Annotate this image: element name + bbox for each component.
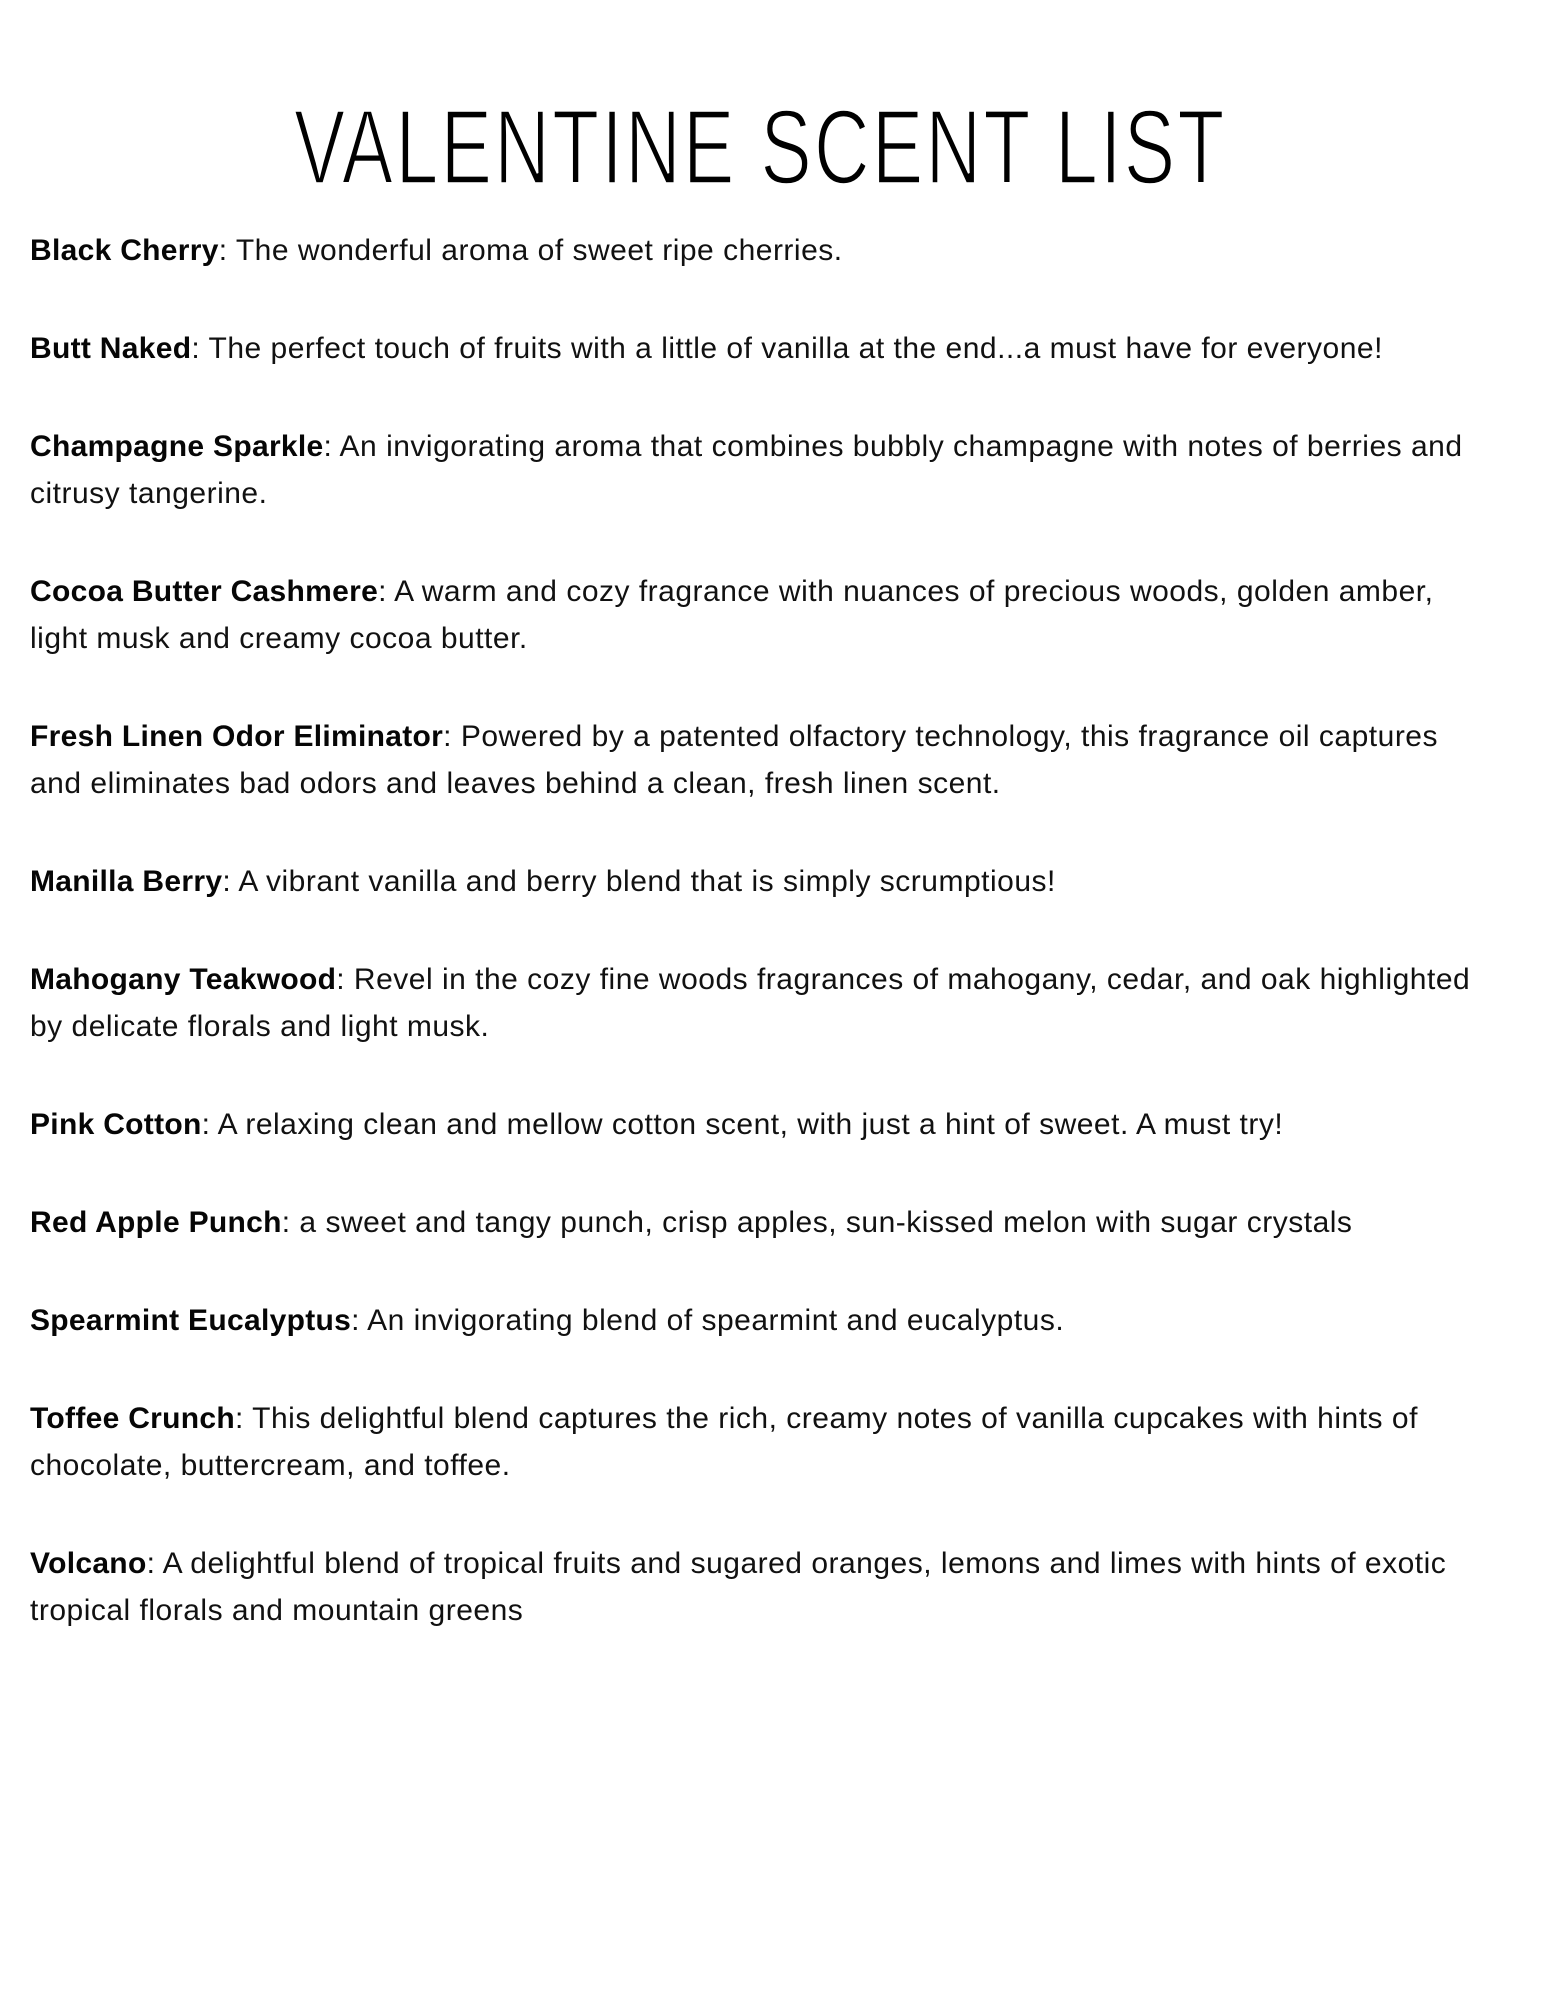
scent-item-black-cherry (30, 227, 1490, 274)
scent-item-fresh-linen-odor-eliminator (30, 713, 1490, 807)
scent-item-mahogany-teakwood (30, 956, 1490, 1050)
scent-name: Toffee Crunch (30, 1402, 236, 1435)
scent-name: Volcano (30, 1547, 147, 1580)
scent-description: A relaxing clean and mellow cotton scent, with just a hint of sweet. A must try! (217, 1108, 1284, 1141)
scent-item-manilla-berry (30, 858, 1490, 905)
scent-name: Cocoa Butter Cashmere (30, 575, 379, 608)
name-separator: : (443, 720, 461, 753)
scent-name: Butt Naked (30, 332, 192, 365)
page-title (30, 83, 1490, 213)
scent-name: Spearmint Eucalyptus (30, 1304, 352, 1337)
scent-item-pink-cotton (30, 1101, 1490, 1148)
scent-description: A delightful blend of tropical fruits and sugared oranges, lemons and limes with hints of exotic tropical florals and mountain greens (30, 1547, 1447, 1627)
name-separator: : (201, 1108, 218, 1141)
page-title-text: VALENTINE SCENT LIST (293, 88, 1227, 208)
scent-name: Mahogany Teakwood (30, 963, 337, 996)
scent-description: A warm and cozy fragrance with nuances of precious woods, golden amber, light musk and creamy cocoa butter. (30, 575, 1434, 655)
name-separator: : (378, 575, 395, 608)
scent-item-champagne-sparkle (30, 423, 1490, 517)
scent-description: The wonderful aroma of sweet ripe cherries. (235, 234, 843, 267)
scent-name: Black Cherry (30, 234, 219, 267)
scent-item-toffee-crunch (30, 1395, 1490, 1489)
name-separator: : (323, 430, 340, 463)
scent-item-cocoa-butter-cashmere (30, 568, 1490, 662)
scent-description: a sweet and tangy punch, crisp apples, sun-kissed melon with sugar crystals (299, 1206, 1353, 1239)
scent-description: Powered by a patented olfactory technology, this fragrance oil captures and eliminates bad odors and leaves behind a clean, fresh linen scent. (30, 720, 1438, 800)
scent-description: This delightful blend captures the rich, creamy notes of vanilla cupcakes with hints of chocolate, buttercream, and toffee. (30, 1402, 1418, 1482)
scent-description: Revel in the cozy fine woods fragrances of mahogany, cedar, and oak highlighted by delicate florals and light musk. (30, 963, 1471, 1043)
name-separator: : (351, 1304, 368, 1337)
scent-item-red-apple-punch (30, 1199, 1490, 1246)
name-separator: : (235, 1402, 253, 1435)
name-separator: : (222, 865, 239, 898)
scent-name: Champagne Sparkle (30, 430, 324, 463)
name-separator: : (191, 332, 209, 365)
scent-item-butt-naked (30, 325, 1490, 372)
scent-description: A vibrant vanilla and berry blend that is simply scrumptious! (238, 865, 1056, 898)
scent-list (30, 227, 1490, 1634)
name-separator: : (336, 963, 354, 996)
scent-name: Manilla Berry (30, 865, 223, 898)
name-separator: : (281, 1206, 300, 1239)
scent-description: The perfect touch of fruits with a little of vanilla at the end...a must have for everyone! (208, 332, 1383, 365)
scent-item-spearmint-eucalyptus (30, 1297, 1490, 1344)
scent-description: An invigorating blend of spearmint and eucalyptus. (367, 1304, 1065, 1337)
scent-name: Fresh Linen Odor Eliminator (30, 720, 444, 753)
scent-description: An invigorating aroma that combines bubbly champagne with notes of berries and citrusy tangerine. (30, 430, 1463, 510)
scent-item-volcano (30, 1540, 1490, 1634)
name-separator: : (146, 1547, 163, 1580)
name-separator: : (218, 234, 236, 267)
scent-name: Pink Cotton (30, 1108, 202, 1141)
scent-name: Red Apple Punch (30, 1206, 282, 1239)
